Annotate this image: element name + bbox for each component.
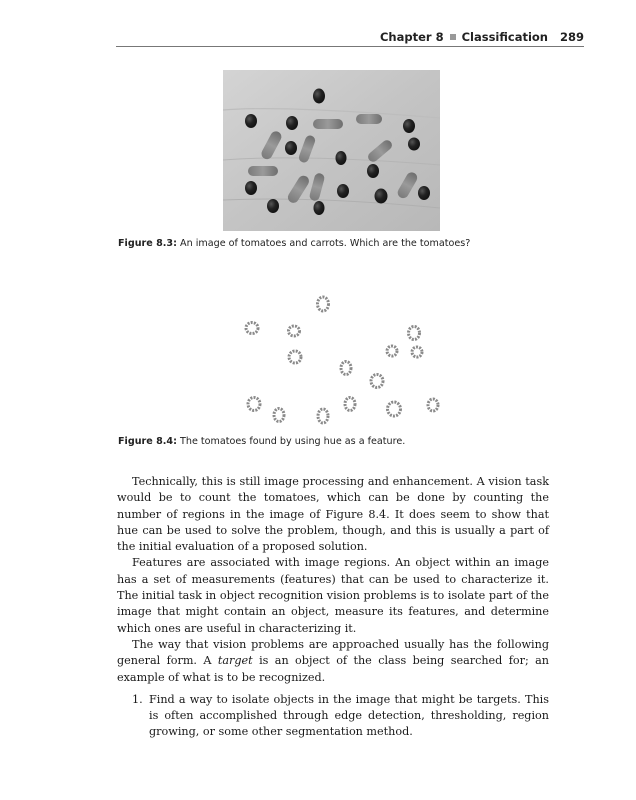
tomato (336, 151, 347, 165)
tomato (375, 189, 388, 204)
tomato (286, 116, 298, 130)
tomato (403, 119, 415, 133)
list-item (117, 692, 549, 741)
tomato (245, 114, 257, 128)
tomato (408, 138, 420, 151)
paragraph-text: The way that vision problems are approached usually has the following general form. A (117, 637, 549, 668)
figure-tomatoes-segmented (222, 276, 440, 428)
running-head (116, 30, 584, 46)
figure-8-3-caption (118, 238, 470, 249)
tomato (267, 199, 279, 213)
numbered-list (117, 692, 549, 741)
wood-background (223, 70, 440, 231)
tomato (418, 186, 430, 200)
figure-caption-text: An image of tomatoes and carrots. Which are the tomatoes? (180, 238, 471, 249)
paragraph: Features are associated with image regions. An object within an image has a set of measurements (features) that can be used to characterize it. The initial task in object recognition vision problems is to isolate part of the image that might contain an object, measure its features, and determine which ones are useful in characterizing it. (117, 556, 549, 635)
body-text (117, 474, 549, 741)
page-number: 289 (559, 30, 584, 44)
header-rule (116, 46, 584, 47)
paragraph (117, 637, 549, 686)
paragraph-text: is an object of the class being searched for; an example of what is to be recognized. (117, 654, 549, 684)
figure-8-4-caption (118, 436, 405, 447)
tomato (313, 89, 325, 104)
tomato (367, 164, 379, 178)
figure-caption-text: The tomatoes found by using hue as a feature. (180, 436, 406, 447)
carrot (356, 114, 382, 124)
figure-label: Figure 8.4: (118, 436, 177, 447)
tomato (337, 184, 349, 198)
white-background (222, 276, 440, 428)
figure-tomatoes-carrots-photo (223, 70, 440, 231)
separator-square-icon (450, 34, 456, 40)
paragraph: Technically, this is still image processing and enhancement. A vision task would be to count the tomatoes, which can be done by counting the number of regions in the image of Figure 8.4. It does seem to show that hue can be used to solve the problem, though, and this is usually a part of the initial evaluation of a proposed solution. (117, 475, 549, 554)
tomato (245, 181, 257, 195)
emphasis-term: target (217, 654, 253, 668)
chapter-label: Chapter 8 (379, 30, 444, 44)
section-title: Classification (461, 30, 548, 44)
list-item-number: 1. (132, 692, 143, 706)
tomato (285, 141, 297, 155)
carrot (248, 166, 278, 176)
carrot (313, 119, 343, 129)
figure-label: Figure 8.3: (118, 238, 177, 249)
list-item-text: Find a way to isolate objects in the image that might be targets. This is often accomplished through edge detection, thresholding, region growing, or some other segmentation method. (149, 692, 549, 739)
tomato (314, 201, 325, 215)
